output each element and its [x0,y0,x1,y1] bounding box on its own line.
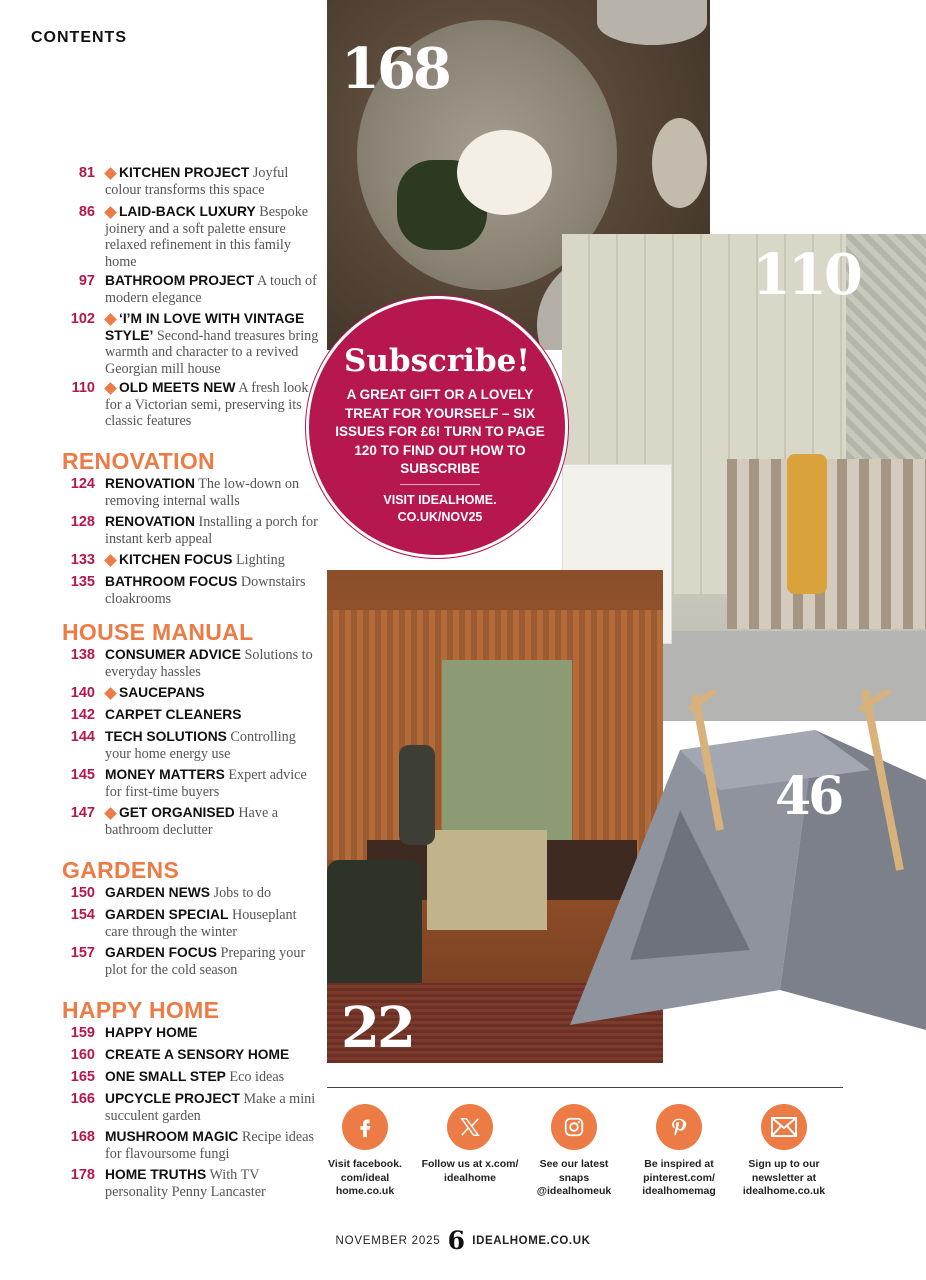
social-caption: See our latest snaps @idealhomeuk [536,1158,612,1197]
photo-page-number: 46 [775,766,842,827]
entry-description: Houseplant care through the winter [105,907,297,940]
toc-entry[interactable] [62,476,320,509]
entry-heading: SAUCEPANS [119,685,205,700]
entry-heading: RENOVATION [105,514,195,529]
page-number: 145 [70,767,95,783]
toc-entry[interactable] [62,907,320,940]
photo-page-number: 110 [752,242,860,308]
feature-diamond-icon [104,313,117,326]
entry-description: Solutions to everyday hassles [105,647,313,680]
entry-heading: GARDEN SPECIAL [105,907,229,922]
entry-description: Installing a porch for instant kerb appeal [105,514,318,547]
page-number: 144 [70,729,95,745]
toc-entry[interactable] [62,647,320,680]
social-caption: Follow us at x.com/ idealhome [421,1158,519,1184]
toc-entry[interactable] [62,1025,320,1042]
entry-description: Second-hand treasures bring warmth and character to a revived Georgian mill house [105,327,319,377]
page-number: 166 [70,1091,95,1107]
page-number: 159 [70,1025,95,1041]
toc-entry[interactable] [62,945,320,978]
toc-entry[interactable] [62,552,320,569]
page-number: 97 [78,273,95,289]
entry-description: Eco ideas [225,1069,285,1085]
entry-description: Expert advice for first-time buyers [105,767,307,800]
entry-description: With TV personality Penny Lancaster [105,1167,266,1200]
section-heading-renovation: RENOVATION [62,448,215,474]
page-number: 150 [70,885,95,901]
facebook-icon[interactable] [342,1104,388,1150]
entry-heading: RENOVATION [105,476,195,491]
entry-heading: BATHROOM PROJECT [105,273,255,288]
social-newsletter[interactable] [734,1104,834,1199]
feature-diamond-icon [104,687,117,700]
page-number: 160 [70,1047,95,1063]
toc-entry[interactable] [62,805,320,838]
page-number: 165 [70,1069,95,1085]
page-number: 102 [70,311,95,327]
entry-heading: ‘I’M IN LOVE WITH VINTAGE STYLE’ [105,311,305,343]
entry-description: Lighting [232,552,285,568]
entry-heading: CREATE A SENSORY HOME [105,1047,290,1062]
toc-entry[interactable] [62,1129,320,1162]
page-number: 86 [78,204,95,220]
social-facebook[interactable] [315,1104,415,1199]
felt-tent-photo[interactable] [570,690,926,1050]
subscribe-offer-text: A GREAT GIFT OR A LOVELY TREAT FOR YOURSELF – SIX ISSUES FOR £6! TURN TO PAGE 120 TO FIND OUT HOW TO SUBSCRIBE [335,387,545,476]
social-x[interactable] [420,1104,520,1185]
entry-description: Downstairs cloakrooms [105,574,306,607]
social-caption: Be inspired at pinterest.com/ idealhomemag [642,1158,716,1197]
page-number: 178 [70,1167,95,1183]
issue-date: NOVEMBER 2025 [335,1235,441,1247]
page-number: 168 [70,1129,95,1145]
toc-entry[interactable] [62,574,320,607]
entry-heading: MONEY MATTERS [105,767,225,782]
entry-heading: GARDEN FOCUS [105,945,217,960]
entry-description: Joyful colour transforms this space [105,165,289,198]
entry-heading: CARPET CLEANERS [105,707,242,722]
page-number: 157 [70,945,95,961]
page-number: 135 [70,574,95,590]
feature-diamond-icon [104,206,117,219]
entry-heading: GARDEN NEWS [105,885,211,900]
entry-description: The low-down on removing internal walls [105,476,300,509]
subscribe-divider [400,484,480,485]
toc-entry[interactable] [62,729,320,762]
photo-page-number: 22 [341,995,413,1061]
entry-heading: OLD MEETS NEW [119,380,236,395]
toc-entry[interactable] [62,707,320,724]
entry-heading: ONE SMALL STEP [105,1069,226,1084]
instagram-icon[interactable] [551,1104,597,1150]
entry-heading: BATHROOM FOCUS [105,574,238,589]
toc-entry[interactable] [62,685,320,702]
entry-heading: HAPPY HOME [105,1025,198,1040]
page-title: CONTENTS [31,29,127,46]
social-caption: Visit facebook. com/ideal home.co.uk [328,1158,402,1197]
entry-description: A fresh look for a Victorian semi, preserving its classic features [105,380,309,429]
toc-entry[interactable] [62,311,320,377]
section-heading-gardens: GARDENS [62,857,180,883]
pinterest-icon[interactable] [656,1104,702,1150]
entry-description: Controlling your home energy use [105,729,296,762]
entry-description: Recipe ideas for flavoursome fungi [105,1129,315,1162]
subscribe-link[interactable]: VISIT IDEALHOME. CO.UK/NOV25 [383,493,497,524]
page-number: 138 [70,647,95,663]
page-number: 142 [70,707,95,723]
toc-entry[interactable] [62,165,320,198]
feature-diamond-icon [104,167,117,180]
toc-entry[interactable] [62,1069,320,1086]
feature-diamond-icon [104,807,117,820]
page-number: 128 [70,514,95,530]
folio-page-number: 6 [447,1226,466,1255]
toc-entry[interactable] [62,1091,320,1124]
page-number: 124 [70,476,95,492]
photo-page-number: 168 [341,36,449,102]
page-footer [0,1226,926,1255]
entry-description: Make a mini succulent garden [105,1091,316,1124]
subscribe-title: Subscribe! [343,343,531,379]
entry-heading: CONSUMER ADVICE [105,647,241,662]
section-heading-house-manual: HOUSE MANUAL [62,619,254,645]
entry-heading: KITCHEN PROJECT [119,165,250,180]
entry-description: Preparing your plot for the cold season [105,945,306,978]
entry-heading: MUSHROOM MAGIC [105,1129,239,1144]
entry-description: A touch of modern elegance [105,273,317,306]
feature-diamond-icon [104,382,117,395]
page-number: 133 [70,552,95,568]
page-number: 140 [70,685,95,701]
entry-heading: UPCYCLE PROJECT [105,1091,240,1106]
toc-entry[interactable] [62,1167,320,1200]
feature-diamond-icon [104,554,117,567]
toc-entry[interactable] [62,1047,320,1064]
entry-description: Bespoke joinery and a soft palette ensure relaxed refinement in this family home [105,204,309,270]
toc-entry[interactable] [62,204,320,270]
toc-entry[interactable] [62,767,320,800]
toc-entry[interactable] [62,885,320,902]
x-icon[interactable] [447,1104,493,1150]
social-instagram[interactable] [524,1104,624,1199]
entry-description: Jobs to do [210,885,272,901]
entry-description: Have a bathroom declutter [105,805,279,838]
entry-heading: GET ORGANISED [119,805,235,820]
page-number: 81 [78,165,95,181]
page-number: 147 [70,805,95,821]
toc-entry[interactable] [62,273,320,306]
entry-heading: LAID-BACK LUXURY [119,204,256,219]
section-heading-happy-home: HAPPY HOME [62,997,220,1023]
toc-entry[interactable] [62,380,320,430]
entry-heading: TECH SOLUTIONS [105,729,227,744]
entry-heading: HOME TRUTHS [105,1167,207,1182]
page-number: 110 [71,380,95,396]
footer-divider [327,1087,843,1088]
toc-entry[interactable] [62,514,320,547]
social-pinterest[interactable] [629,1104,729,1199]
website-url: IDEALHOME.CO.UK [472,1235,591,1247]
social-caption: Sign up to our newsletter at idealhome.co.uk [742,1158,826,1197]
page-number: 154 [70,907,95,923]
entry-heading: KITCHEN FOCUS [119,552,233,567]
subscribe-badge[interactable] [306,296,568,558]
newsletter-icon[interactable] [761,1104,807,1150]
